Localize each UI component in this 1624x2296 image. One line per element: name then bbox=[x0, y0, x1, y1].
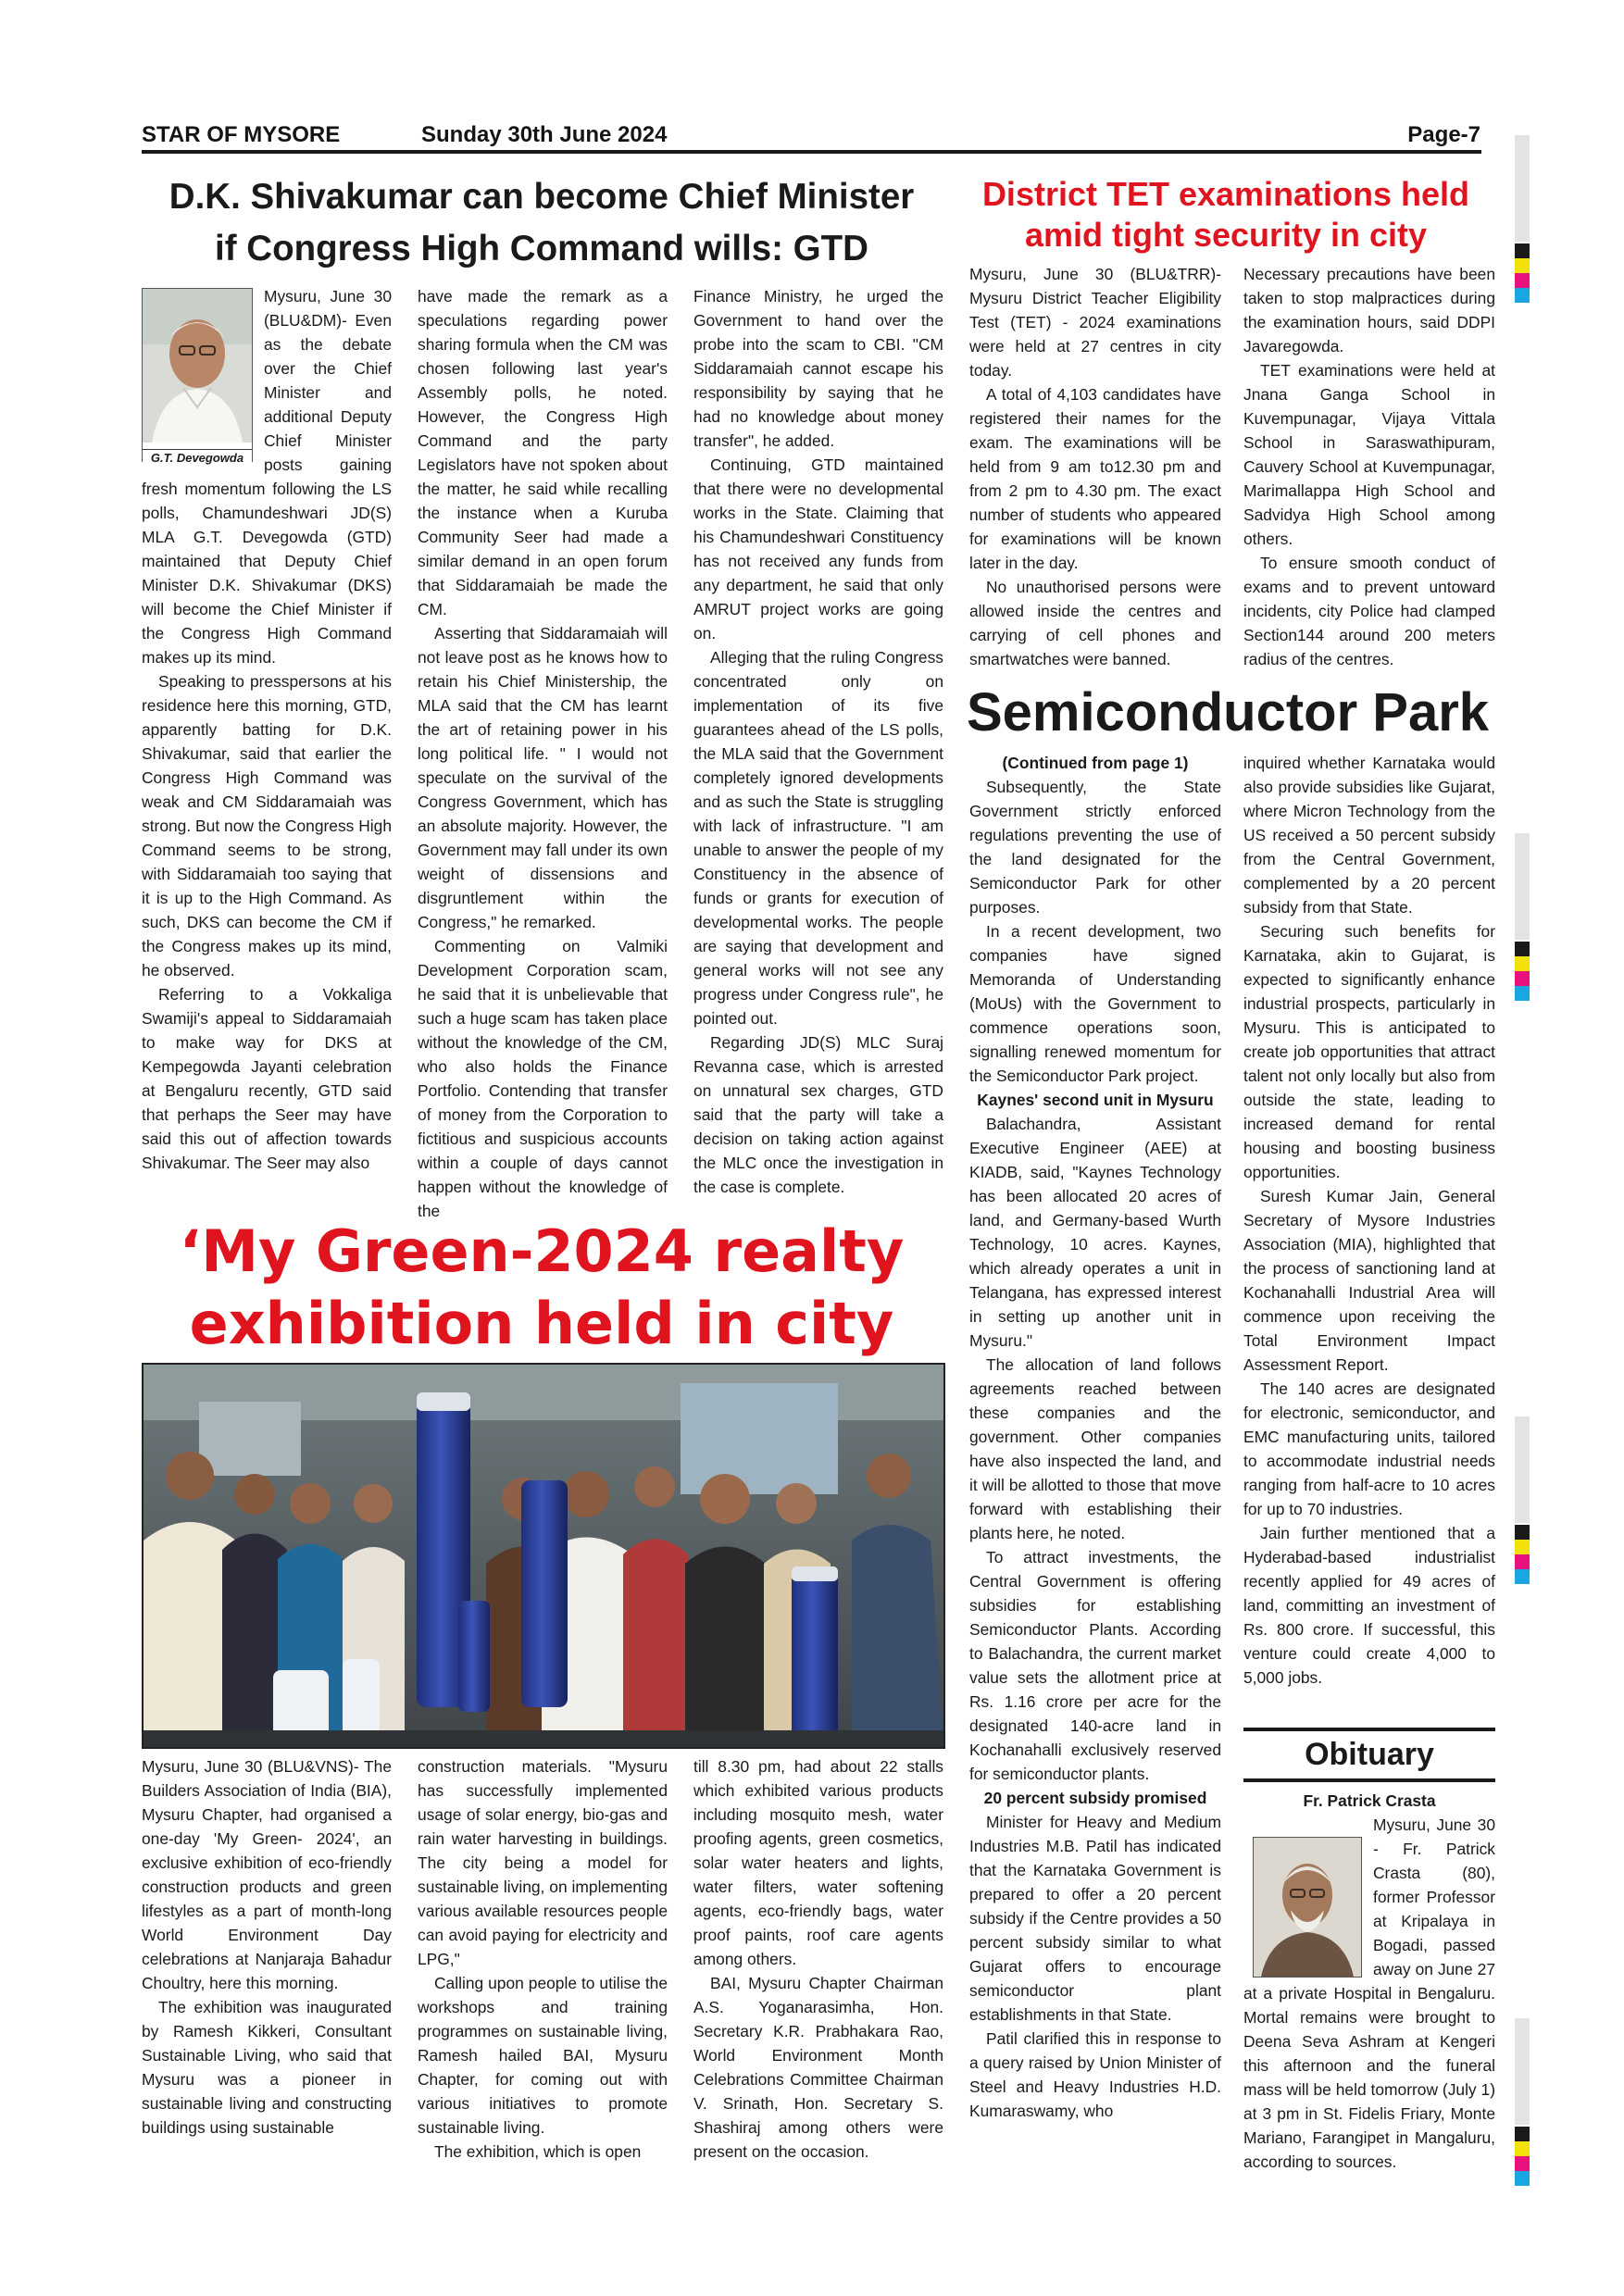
obituary-portrait-photo bbox=[1253, 1837, 1362, 1978]
gtd-col1-para: Referring to a Vokkaliga Swamiji's appeal to Siddaramaiah to make way for DKS at Kempegowda Jayanti celebration at Bengaluru recently, GTD said that perhaps the Seer may have said this out of affection towards Shivakumar. The Seer may also bbox=[142, 985, 392, 1172]
tet-headline-line2: amid tight security in city bbox=[1024, 216, 1428, 254]
semiconductor-column-2 bbox=[1243, 751, 1495, 1718]
margin-grey-bar bbox=[1515, 1416, 1530, 1523]
semicon-col2-para: inquired whether Karnataka would also provide subsidies like Gujarat, where Micron Technology from the US received a 50 percent subsidy from the Central Government, complemented by a 20 percent subsidy from that State. bbox=[1243, 754, 1495, 917]
portrait-image bbox=[1254, 1838, 1361, 1977]
obituary-heading: Obituary bbox=[1305, 1737, 1434, 1772]
gtd-col3-para: Finance Ministry, he urged the Government to hand over the probe into the scam to CBI. "CM Siddaramaiah cannot escape his responsibility by saying that he had no knowledge about money transfer", he added. bbox=[693, 287, 943, 450]
tet-col1-para: Mysuru, June 30 (BLU&TRR)- Mysuru District Teacher Eligibility Test (TET) - 2024 examinations were held at 27 centres in city today. bbox=[969, 265, 1221, 380]
gtd-col3-para: Alleging that the ruling Congress concentrated only on implementation of its five guarantees ahead of the LS polls, the MLA said that the Government completely ignored developments and as such the State is struggling with lack of infrastructure. "I am unable to answer the people of my Constituency in the absence of funds or grants for execution of developmental works. The people are saying that development and general works will not see any progress under Congress rule", he pointed out. bbox=[693, 648, 943, 1028]
semicon-col1-para: In a recent development, two companies have signed Memoranda of Understanding (MoUs) with the Government to commence operations soon, signalling renewed momentum for the Semiconductor Park project. bbox=[969, 922, 1221, 1085]
semicon-col2-para: Securing such benefits for Karnataka, akin to Gujarat, is expected to significantly enhance industrial prospects, particularly in Mysuru. This is anticipated to create job opportunities that attract talent not only locally but also from outside the state, leading to increased demand for rental housing and boosting business opportunities. bbox=[1243, 922, 1495, 1181]
page-number: Page-7 bbox=[1407, 122, 1480, 147]
semicon-col2-para: Jain further mentioned that a Hyderabad-based industrialist recently applied for 49 acres of land, committing an investment of Rs. 800 crore. If successful, this venture could create 4,000 to 5,000 jobs. bbox=[1243, 1524, 1495, 1687]
tet-headline bbox=[963, 174, 1489, 256]
issue-date: Sunday 30th June 2024 bbox=[421, 122, 668, 147]
tet-headline-line1: District TET examinations held bbox=[981, 175, 1470, 213]
green-col2-para: The exhibition, which is open bbox=[434, 2142, 642, 2161]
green-headline-line1: ‘My Green-2024 realty bbox=[179, 1217, 905, 1285]
tet-col2-para: Necessary precautions have been taken to stop malpractices during the examination hours, said DDPI Javaregowda. bbox=[1243, 265, 1495, 356]
gtd-col3-para: Continuing, GTD maintained that there were no developmental works in the State. Claiming that his Chamundeshwari Constituency has not received any funds from any department, he said that only AMRUT project works are going on. bbox=[693, 455, 943, 643]
exhibition-scene-image bbox=[144, 1365, 943, 1747]
green-col2-para: Calling upon people to utilise the workshops and training programmes on sustainable living, Ramesh hailed BAI, Mysuru Chapter, for coming out with various initiatives to promote sustainable living. bbox=[418, 1974, 668, 2137]
gtd-col2-para: Asserting that Siddaramaiah will not leave post as he knows how to retain his Chief Ministership, the MLA said that the CM has learnt the art of retaining power in his long political life. " I would not speculate on the survival of the Congress Government, which has an absolute majority. However, the Government may fall under its own weight of dissensions and disgruntlement within the Congress," he remarked. bbox=[418, 624, 668, 931]
green-column-1 bbox=[142, 1754, 392, 2185]
semicon-col1-para: Patil clarified this in response to a query raised by Union Minister of Steel and Heavy Industries H.D. Kumaraswamy, who bbox=[969, 2029, 1221, 2120]
subhead-subsidy: 20 percent subsidy promised bbox=[983, 1789, 1207, 1807]
green-col1-para: The exhibition was inaugurated by Ramesh Kikkeri, Consultant Sustainable Living, who said that Mysuru was a pioneer in sustainable living and constructing buildings using sustainable bbox=[142, 1998, 392, 2137]
gtd-col3-para: Regarding JD(S) MLC Suraj Revanna case, which is arrested on unnatural sex charges, GTD said that the party will take a decision on taking action against the MLC once the investigation in the case is complete. bbox=[693, 1033, 943, 1196]
margin-grey-bar bbox=[1515, 2018, 1530, 2125]
green-col3-para: till 8.30 pm, had about 22 stalls which exhibited various products including mosquito mesh, water proofing agents, green cosmetics, solar water heaters and lights, water filters, water softening agents, eco-friendly bags, water proof paints, roof care agents among others. bbox=[693, 1757, 943, 1968]
semicon-col2-para: Suresh Kumar Jain, General Secretary of Mysore Industries Association (MIA), highlighted that the process of sanctioning land at Kochanahalli Industrial Area will commence upon receiving the Total Environment Impact Assessment Report. bbox=[1243, 1187, 1495, 1374]
semiconductor-column-1 bbox=[969, 751, 1221, 2181]
gtd-column-3 bbox=[693, 284, 943, 1205]
semiconductor-headline: Semiconductor Park bbox=[966, 682, 1490, 742]
gtd-column-1 bbox=[142, 284, 392, 1205]
green-column-3 bbox=[693, 1754, 943, 2185]
exhibition-photo bbox=[142, 1363, 945, 1749]
tet-column-2 bbox=[1243, 262, 1495, 676]
gtd-col2-para: have made the remark as a speculations regarding power sharing formula when the CM was chosen following last year's Assembly polls, he noted. However, the Congress High Command and the party Legislators have not spoken about the matter, he said while recalling the instance when a Kuruba Community Seer had made a similar demand in an open forum that Siddaramaiah be made the CM. bbox=[418, 287, 668, 618]
gtd-headline-line2: if Congress High Command wills: GTD bbox=[215, 229, 868, 268]
gtd-column-2 bbox=[418, 284, 668, 1220]
semicon-col1-para: Subsequently, the State Government strictly enforced regulations preventing the use of the land designated for the Semiconductor Park for other purposes. bbox=[969, 778, 1221, 917]
gtd-col1-para: Mysuru, June 30 (BLU&DM)- Even as the debate over the Chief Minister and additional Deputy Chief Minister posts gaining fresh momentum following the LS polls, Chamundeshwari JD(S) MLA G.T. Devegowda (GTD) maintained that Deputy Chief Minister D.K. Shivakumar (DKS) will become the Chief Minister if the Congress High Command makes up its mind. bbox=[142, 287, 392, 667]
obituary-rule-top bbox=[1243, 1728, 1495, 1731]
margin-grey-bar bbox=[1515, 833, 1530, 940]
semicon-col1-para: To attract investments, the Central Government is offering subsidies for establishing Semiconductor Plants. According to Balachandra, the current market value sets the allotment price at Rs. 1.16 crore per acre for the designated 140-acre land in Kochanahalli exclusively reserved for semiconductor plants. bbox=[969, 1548, 1221, 1783]
obituary-body bbox=[1243, 1789, 1495, 2187]
gtd-headline bbox=[139, 171, 944, 275]
green-col3-para: BAI, Mysuru Chapter Chairman A.S. Yoganarasimha, Hon. Secretary K.R. Prabhakara Rao, World Environment Month Celebrations Committee Chairman V. Srinath, Hon. Secretary S. Shashiraj among others were present on the occasion. bbox=[693, 1974, 943, 2161]
obituary-rule-bottom bbox=[1243, 1778, 1495, 1782]
gtd-portrait-photo bbox=[142, 288, 253, 465]
tet-col2-para: To ensure smooth conduct of exams and to prevent untoward incidents, city Police had clamped Section144 around 200 meters radius of the centres. bbox=[1243, 554, 1495, 668]
tet-col1-para: A total of 4,103 candidates have registered their names for the exam. The examinations will be held from 9 am to12.30 pm and from 2 pm to 4.30 pm. The exact number of students who appeared for examinations will be known later in the day. bbox=[969, 385, 1221, 572]
registration-mark bbox=[1515, 942, 1530, 1001]
registration-mark bbox=[1515, 2127, 1530, 2186]
header-rule bbox=[142, 150, 1481, 154]
tet-column-1 bbox=[969, 262, 1221, 676]
green-col1-para: Mysuru, June 30 (BLU&VNS)- The Builders Association of India (BIA), Mysuru Chapter, had organised a one-day 'My Green- 2024', an exclusive exhibition of eco-friendly construction products and green lifestyles as a part of month-long World Environment Day celebrations at Nanjaraja Bahadur Choultry, here this morning. bbox=[142, 1757, 392, 1992]
continued-note: (Continued from page 1) bbox=[1002, 754, 1189, 772]
portrait-image bbox=[143, 289, 252, 443]
semicon-col2-para: The 140 acres are designated for electronic, semiconductor, and EMC manufacturing units, tailored to accommodate industrial needs ranging from half-acre to 10 acres for up to 70 industries. bbox=[1243, 1379, 1495, 1518]
gtd-col1-para: Speaking to presspersons at his residence here this morning, GTD, apparently batting for D.K. Shivakumar, said that earlier the Congress High Command was weak and CM Siddaramaiah was strong. But now the Congress High Command seems to be strong, with Siddaramaiah too saying that it is up to the High Command. As such, DKS can become the CM if the Congress makes up its mind, he observed. bbox=[142, 672, 392, 980]
semicon-col1-para: Minister for Heavy and Medium Industries M.B. Patil has indicated that the Karnataka Government is prepared to offer a 20 percent subsidy if the Centre provides a 50 percent subsidy similar to what Gujarat offers to encourage semiconductor plant establishments in that State. bbox=[969, 1813, 1221, 2024]
green-col2-para: construction materials. "Mysuru has successfully implemented usage of solar energy, bio-gas and rain water harvesting in buildings. The city being a model for sustainable living, on implementing various available resources people can avoid paying for electricity and LPG," bbox=[418, 1757, 668, 1968]
subhead-kaynes: Kaynes' second unit in Mysuru bbox=[977, 1091, 1214, 1109]
green-headline-line2: exhibition held in city bbox=[189, 1290, 894, 1357]
green-headline bbox=[139, 1216, 944, 1360]
semicon-col1-para: The allocation of land follows agreements reached between these companies and the government. Other companies have also inspected the land, and it will be allotted to those that move forward with establishing their plants here, he noted. bbox=[969, 1355, 1221, 1542]
gtd-photo-caption: G.T. Devegowda bbox=[143, 449, 252, 467]
registration-mark bbox=[1515, 1525, 1530, 1584]
registration-mark bbox=[1515, 243, 1530, 303]
tet-col1-para: No unauthorised persons were allowed inside the centres and carrying of cell phones and smartwatches were banned. bbox=[969, 578, 1221, 668]
semicon-col1-para: Balachandra, Assistant Executive Engineer (AEE) at KIADB, said, "Kaynes Technology has been allocated 20 acres of land, and Germany-based Wurth Technology, 10 acres. Kaynes, which already operates a unit in Telangana, has expressed interest in setting up another unit in Mysuru." bbox=[969, 1115, 1221, 1350]
margin-grey-bar bbox=[1515, 135, 1530, 242]
gtd-col2-para: Commenting on Valmiki Development Corporation scam, he said that it is unbelievable that such a huge scam has taken place without the knowledge of the CM, who also holds the Finance Portfolio. Contending that transfer of money from the Corporation to fictitious and suspicious accounts within a couple of days cannot happen without the knowledge of the bbox=[418, 937, 668, 1220]
obituary-name: Fr. Patrick Crasta bbox=[1303, 1791, 1436, 1810]
obituary-text: Mysuru, June 30 - Fr. Patrick Crasta (80), former Professor at Kripalaya in Bogadi, passed away on June 27 at a private Hospital in Bengaluru. Mortal remains were brought to Deena Seva Ashram at Kengeri this afternoon and the funeral mass will be held tomorrow (July 1) at 3 pm in St. Fidelis Friary, Monte Mariano, Farangipet in Mangaluru, according to sources. bbox=[1243, 1816, 1495, 2171]
gtd-headline-line1: D.K. Shivakumar can become Chief Minister bbox=[169, 177, 915, 217]
newspaper-name: STAR OF MYSORE bbox=[142, 122, 341, 147]
green-column-2 bbox=[418, 1754, 668, 2185]
tet-col2-para: TET examinations were held at Jnana Ganga School in Kuvempunagar, Vijaya Vittala School in Saraswathipuram, Cauvery School at Kuvempunagar, Marimallappa High School and Sadvidya High School among others. bbox=[1243, 361, 1495, 548]
